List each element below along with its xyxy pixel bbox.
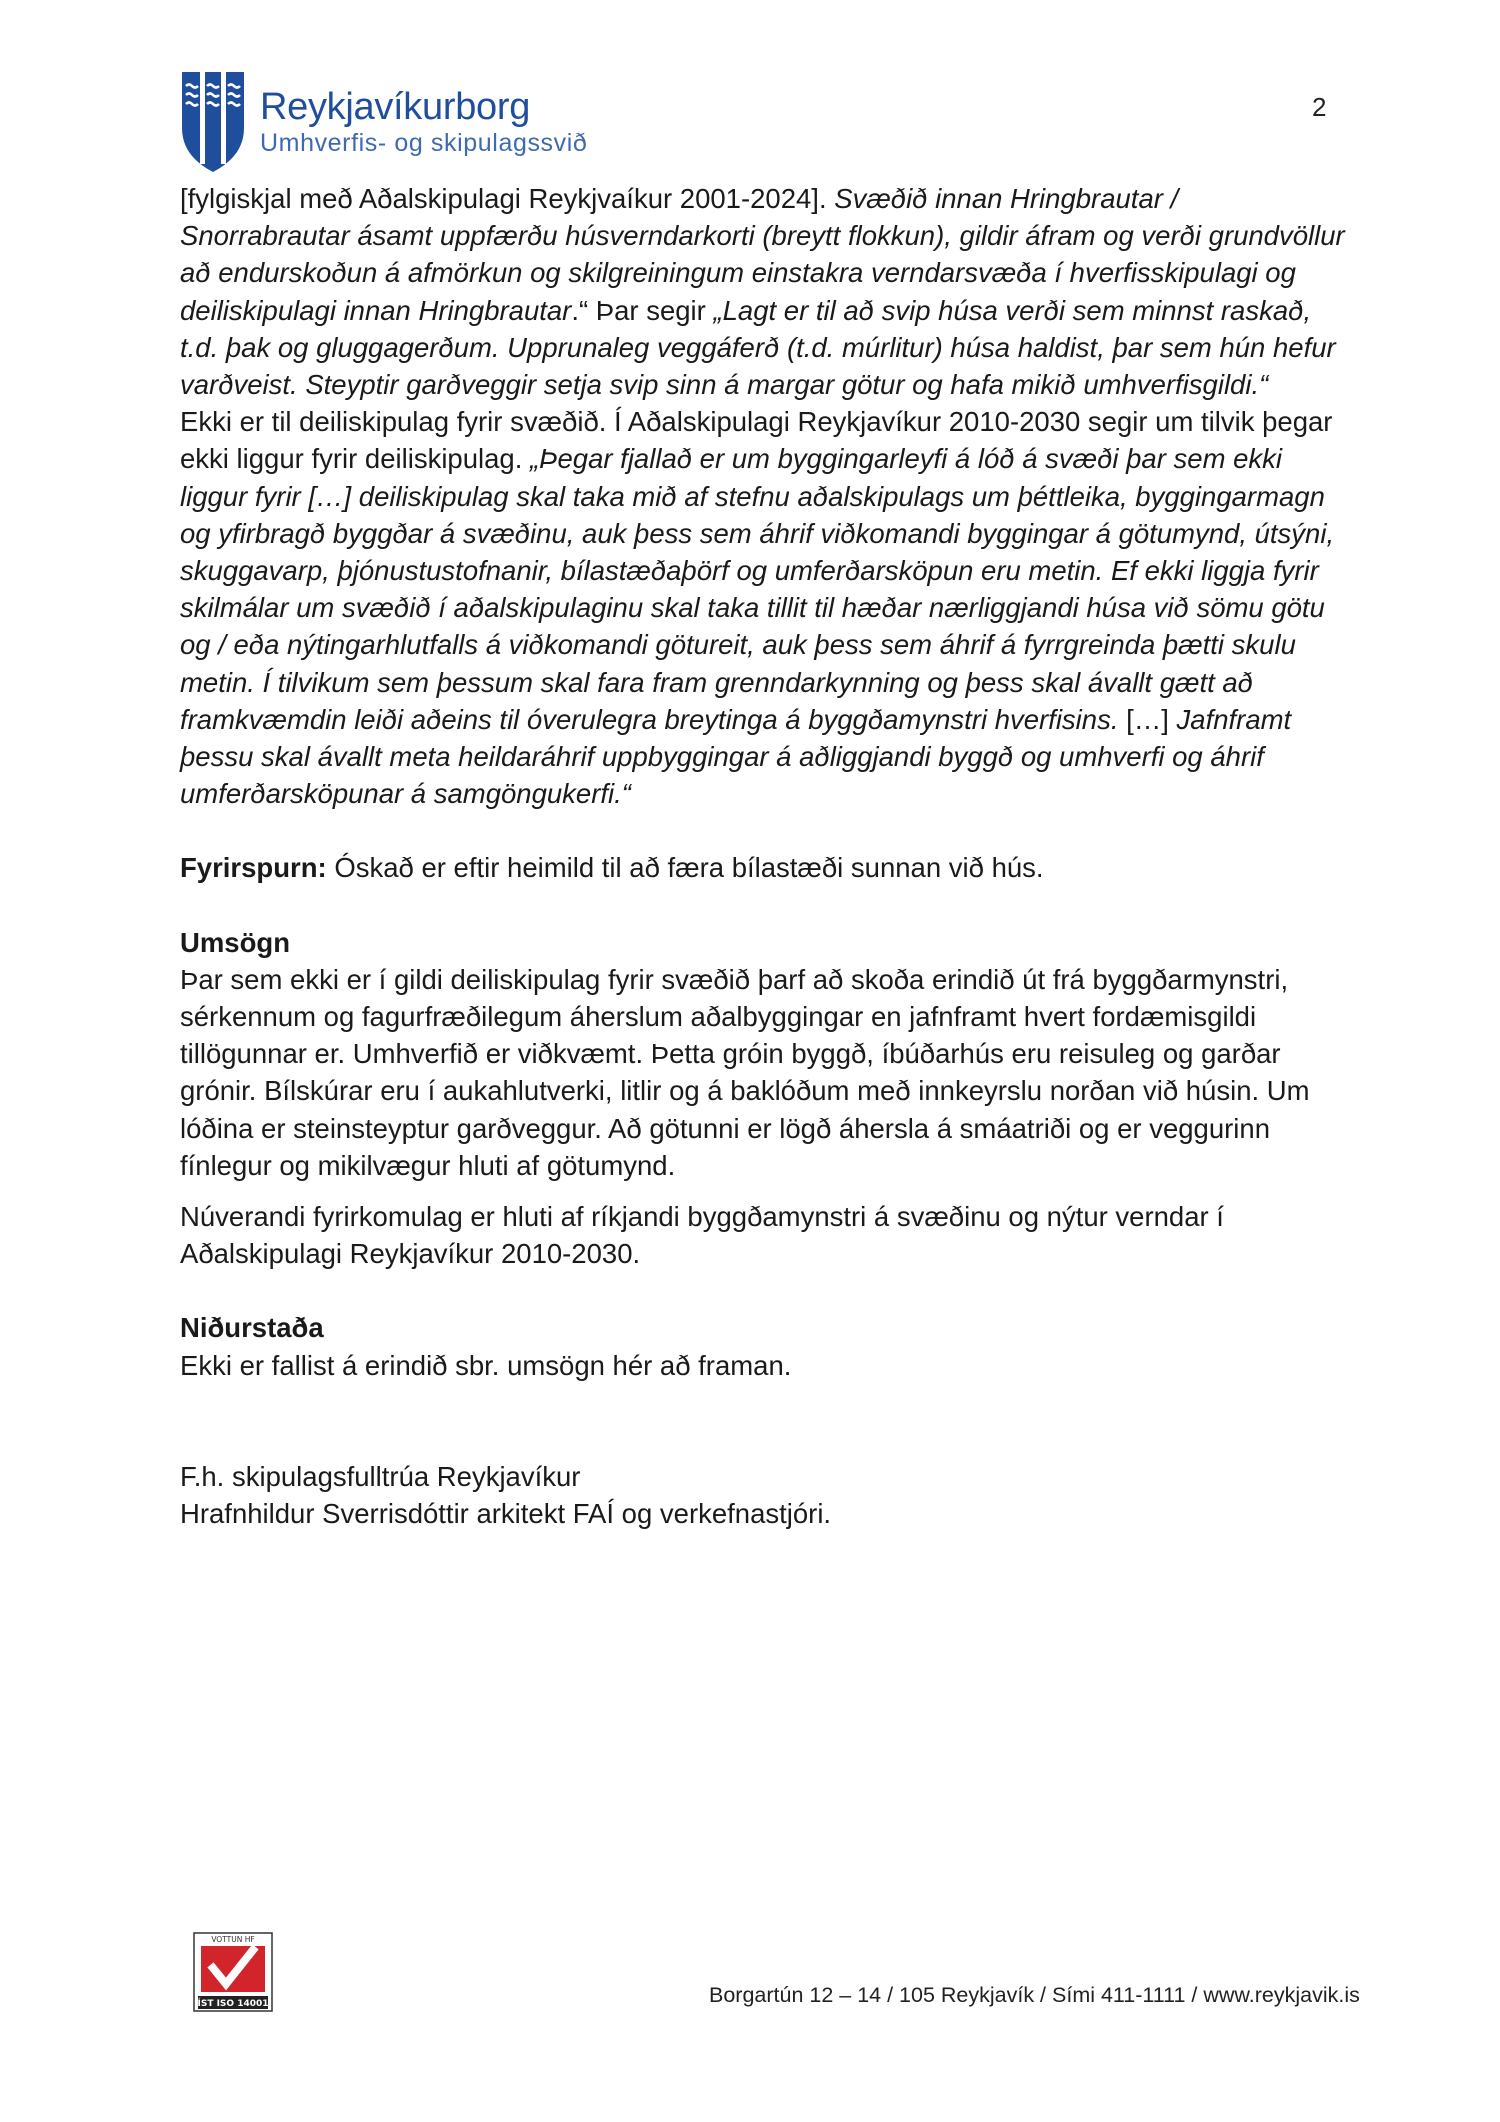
quote-run: Svæðið innan Hringbrautar / Snorrabrautar ásamt uppfærðu húsverndarkorti (breytt flokkun), gildir áfram og verði grundvöllur að endurskoðun á afmörkun og skilgreiningum einstakra verndarsvæða í hverfisskipulagi og deiliskipulagi innan Hringbrautar: [180, 183, 1345, 326]
text-run: […]: [1118, 703, 1177, 735]
paragraph-conservation: [180, 180, 1350, 403]
letterhead: [180, 70, 587, 180]
text-run: .“ Þar segir: [571, 294, 714, 326]
signature-line-1: F.h. skipulagsfulltrúa Reykjavíkur: [180, 1460, 581, 1492]
org-name: Reykjavíkurborg: [260, 86, 531, 128]
conclusion-text: Ekki er fallist á erindið sbr. umsögn hér að framan.: [180, 1349, 792, 1381]
inquiry-text: Óskað er eftir heimild til að færa bílastæði sunnan við hús.: [326, 852, 1044, 884]
department-name: Umhverfis- og skipulagssvið: [260, 129, 588, 157]
conclusion-heading: Niðurstaða: [180, 1312, 324, 1344]
document-body: [180, 180, 1350, 1532]
review-paragraph-2: Núverandi fyrirkomulag er hluti af ríkjandi byggðamynstri á svæðinu og nýtur verndar í Aðalskipulagi Reykjavíkur 2010-2030.: [180, 1201, 1224, 1270]
signature-line-2: Hrafnhildur Sverrisdóttir arkitekt FAÍ og verkefnastjóri.: [180, 1498, 832, 1530]
paragraph-zoning: [180, 403, 1350, 812]
page-number: 2: [1312, 92, 1327, 122]
footer-address: Borgartún 12 – 14 / 105 Reykjavík / Sími 411-1111 / www.reykjavik.is: [709, 1983, 1360, 2007]
cert-bottom-text: ÍST ISO 14001: [197, 1999, 269, 2009]
reykjavik-crest-icon: [180, 70, 246, 174]
inquiry-label: Fyrirspurn:: [180, 852, 327, 884]
text-run: Ekki er til deiliskipulag fyrir svæðið. Í Aðalskipulagi Reykjavíkur 2010-2030 segir um tilvik þegar ekki liggur fyrir deiliskipulag.: [180, 406, 1333, 475]
iso-14001-certification-icon: [193, 1932, 273, 2012]
quote-run: „Þegar fjallað er um byggingarleyfi á lóð á svæði þar sem ekki liggur fyrir […] deiliskipulag skal taka mið af stefnu aðalskipulags um þéttleika, byggingarmagn og yfirbragð byggðar á svæðinu, auk þess sem áhrif viðkomandi byggingar á götumynd, útsýni, skuggavarp, þjónustustofnanir, bílastæðaþörf og umferðarsköpun eru metin. Ef ekki liggja fyrir skilmálar um svæðið í aðalskipulaginu skal taka tillit til hæðar nærliggjandi húsa við sömu götu og / eða nýtingarhlutfalls á viðkomandi götureit, auk þess sem áhrif á fyrrgreinda þætti skulu metin. Í tilvikum sem þessum skal fara fram grenndarkynning og þess skal ávallt gætt að framkvæmdin leiði aðeins til óverulegra breytinga á byggðamynstri hverfisins.: [180, 443, 1335, 735]
review-heading: Umsögn: [180, 926, 290, 958]
text-run: [fylgiskjal með Aðalskipulagi Reykjvaíkur 2001-2024].: [180, 183, 835, 214]
brand-block: [260, 86, 587, 158]
quote-run: „Lagt er til að svip húsa verði sem minnst raskað, t.d. þak og gluggagerðum. Upprunaleg veggáferð (t.d. múrlitur) húsa haldist, þar sem hún hefur varðveist. Steyptir garðveggir setja svip sinn á margar götur og hafa mikið umhverfisgildi.“: [180, 294, 1336, 401]
review-paragraph-1: Þar sem ekki er í gildi deiliskipulag fyrir svæðið þarf að skoða erindið út frá byggðarmynstri, sérkennum og fagurfræðilegum áherslum aðalbyggingar en jafnframt hvert fordæmisgildi tillögunnar er. Umhverfið er viðkvæmt. Þetta gróin byggð, íbúðarhús eru reisuleg og garðar grónir. Bílskúrar eru í aukahlutverki, litlir og á baklóðum með innkeyrslu norðan við húsin. Um lóðina er steinsteyptur garðveggur. Að götunni er lögð áhersla á smáatriði og er veggurinn fínlegur og mikilvægur hluti af götumynd.: [180, 963, 1310, 1181]
quote-run: Jafnframt þessu skal ávallt meta heildaráhrif uppbyggingar á aðliggjandi byggð og umhverfi og áhrif umferðarsköpunar á samgöngukerfi.“: [180, 703, 1292, 810]
cert-top-text: VOTTUN HF: [211, 1935, 255, 1944]
paragraph-inquiry: [180, 849, 1350, 886]
